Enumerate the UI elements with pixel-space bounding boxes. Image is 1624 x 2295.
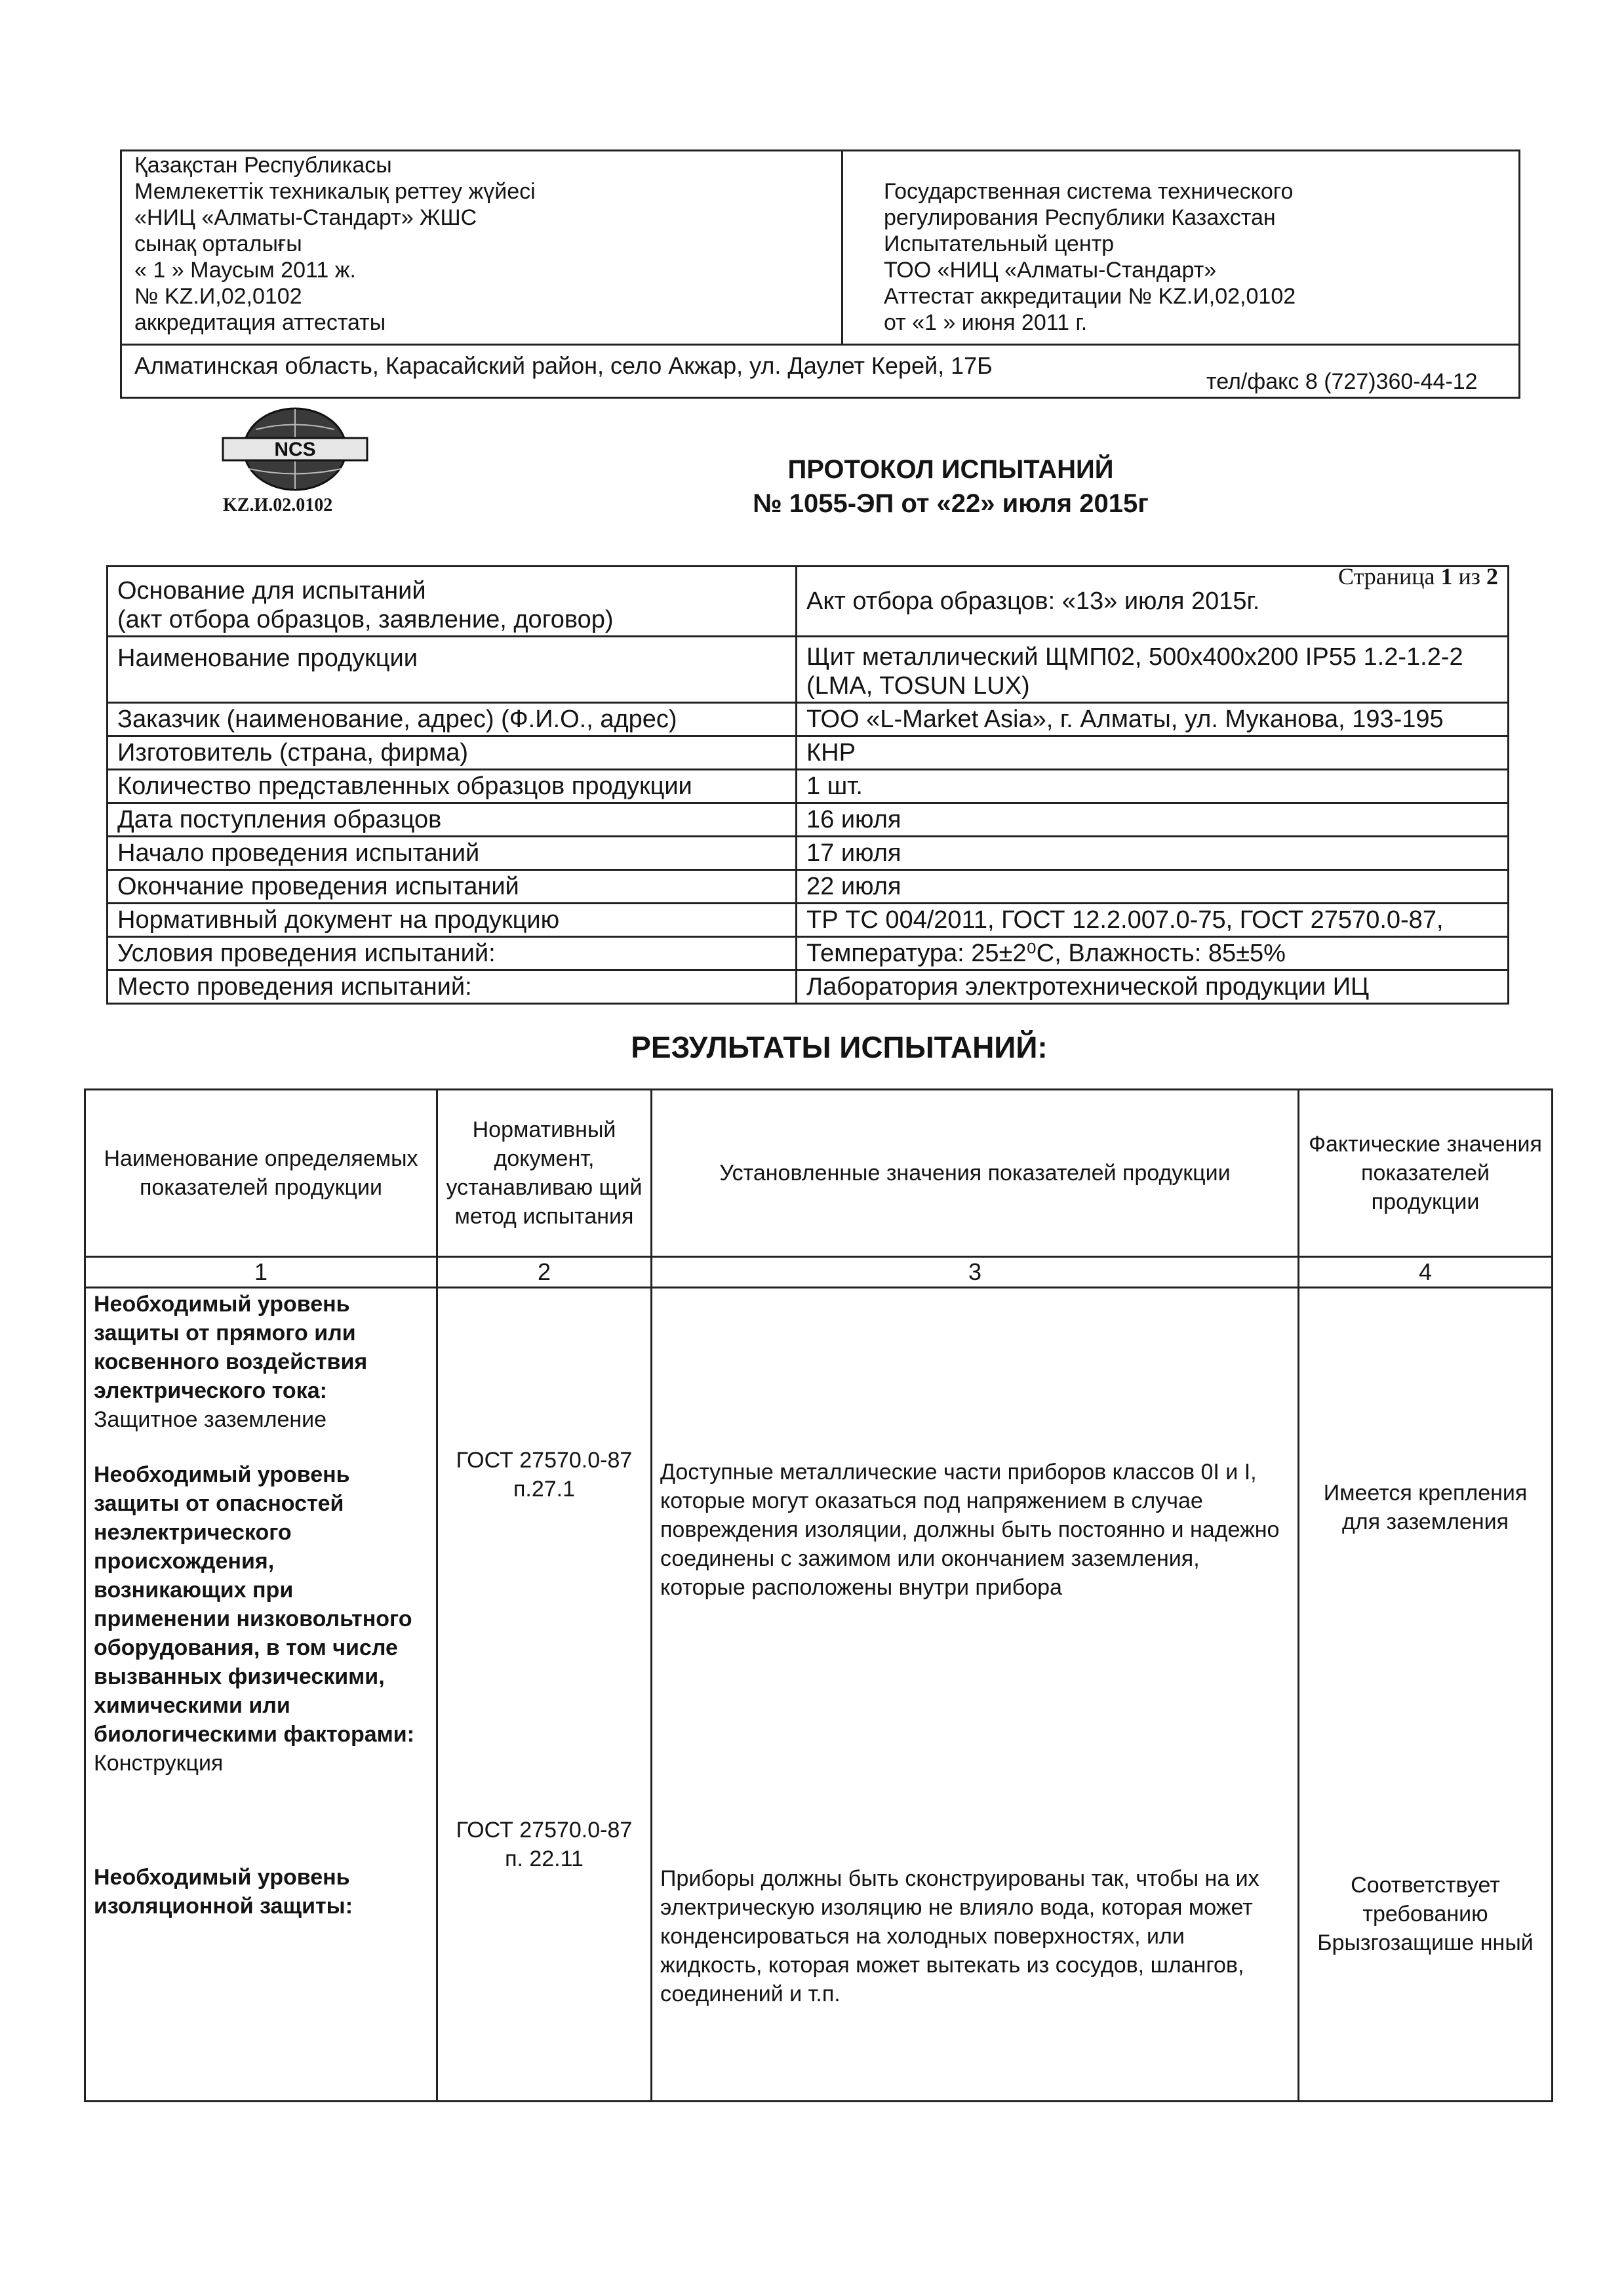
actual-value: Имеется крепления для заземления: [1323, 1481, 1528, 1534]
info-row: [108, 770, 1509, 803]
info-value: 17 июля: [797, 837, 1509, 870]
info-label: Условия проведения испытаний:: [108, 937, 797, 970]
header-divider-horizontal: [120, 344, 1520, 346]
header-left-line: Қазақстан Республикасы: [134, 153, 392, 178]
header-left-line: сынақ орталығы: [134, 231, 302, 256]
page-label: Страница: [1338, 563, 1435, 589]
info-row: [108, 937, 1509, 970]
actual-cell: [1299, 1288, 1553, 2102]
actual-value: Соответствует требованию Брызгозащише нный: [1317, 1873, 1534, 1955]
indicator-section-title: Необходимый уровень защиты от прямого или косвенного воздействия электрического тока:: [94, 1292, 368, 1403]
indicator-section-title: Необходимый уровень защиты от опасностей неэлектрического происхождения, возникающих при применении низковольтного оборудования, в том числе вызванных физическими, химическими или биологическими факторами:: [94, 1462, 415, 1747]
requirement-text: Приборы должны быть сконструированы так, чтобы на их электрическую изоляцию не влияло вода, которая может конденсироваться на холодных поверхностях, или жидкость, которая может вытекать из сосудов, шлангов, соединений и т.п.: [660, 1866, 1259, 2006]
info-row: [108, 837, 1509, 870]
method-clause: п.27.1: [513, 1477, 576, 1502]
page-current: 1: [1440, 563, 1453, 589]
info-label: Заказчик (наименование, адрес) (Ф.И.О., адрес): [108, 703, 797, 736]
svg-text:NCS: NCS: [274, 439, 316, 460]
protocol-number: № 1055-ЭП от «22» июля 2015г: [753, 489, 1149, 518]
indicator-name: Конструкция: [94, 1751, 224, 1776]
indicator-name: Защитное заземление: [94, 1407, 327, 1432]
header-divider-vertical: [841, 150, 843, 345]
results-header-cell: Фактические значения показателей продукции: [1299, 1090, 1553, 1257]
column-number: 3: [652, 1257, 1299, 1288]
info-row: [108, 736, 1509, 770]
info-value: Лаборатория электротехнической продукции ИЦ: [797, 970, 1509, 1004]
method-document: ГОСТ 27570.0-87: [456, 1448, 633, 1473]
indicator-cell: [85, 1288, 437, 2102]
ncs-logo: [216, 407, 374, 492]
header-right-line: ТОО «НИЦ «Алматы-Стандарт»: [884, 258, 1217, 283]
results-body-row: [85, 1288, 1553, 2102]
protocol-title: ПРОТОКОЛ ИСПЫТАНИЙ: [787, 455, 1114, 484]
header-left-line: № KZ.И,02,0102: [134, 284, 302, 309]
info-row: [108, 970, 1509, 1004]
info-label: Место проведения испытаний:: [108, 970, 797, 1004]
logo-code: KZ.И.02.0102: [223, 495, 333, 515]
results-header-row: [85, 1090, 1553, 1257]
header-right-line: регулирования Республики Казахстан: [884, 205, 1276, 230]
info-label: Дата поступления образцов: [108, 803, 797, 837]
header-left-line: « 1 » Маусым 2011 ж.: [134, 258, 356, 283]
info-value: Щит металлический ЩМП02, 500х400х200 IP55 1.2-1.2-2 (LMA, TOSUN LUX): [797, 637, 1509, 703]
results-title: РЕЗУЛЬТАТЫ ИСПЫТАНИЙ:: [631, 1030, 1048, 1064]
header-left-line: «НИЦ «Алматы-Стандарт» ЖШС: [134, 205, 477, 230]
requirement-cell: [652, 1288, 1299, 2102]
column-number: 1: [85, 1257, 437, 1288]
info-label: Окончание проведения испытаний: [108, 870, 797, 904]
column-number: 4: [1299, 1257, 1553, 1288]
results-header-cell: Нормативный документ, устанавливаю щий метод испытания: [437, 1090, 652, 1257]
page-total: 2: [1486, 563, 1498, 589]
header-left-block: [134, 152, 536, 336]
results-table: [84, 1088, 1553, 2102]
info-row: [108, 567, 1509, 637]
header-left-line: Мемлекеттік техникалық реттеу жүйесі: [134, 179, 536, 204]
info-value: ТР ТС 004/2011, ГОСТ 12.2.007.0-75, ГОСТ 27570.0-87,: [797, 904, 1509, 937]
info-row: [108, 904, 1509, 937]
results-header-cell: Наименование определяемых показателей продукции: [85, 1090, 437, 1257]
info-label: Основание для испытаний (акт отбора образцов, заявление, договор): [108, 567, 797, 637]
info-table: [106, 565, 1509, 1005]
requirement-text: Доступные металлические части приборов классов 0I и I, которые могут оказаться под напряжением в случае повреждения изоляции, должны быть постоянно и надежно соединены с зажимом или окончанием заземления, которые расположены внутри прибора: [660, 1460, 1280, 1600]
header-address: Алматинская область, Карасайский район, село Акжар, ул. Даулет Керей, 17Б: [134, 352, 993, 379]
info-value: 16 июля: [797, 803, 1509, 837]
header-right-line: Аттестат аккредитации № KZ.И,02,0102: [884, 284, 1296, 309]
header-phone: тел/факс 8 (727)360-44-12: [1206, 369, 1478, 394]
method-clause: п. 22.11: [505, 1846, 584, 1871]
header-right-line: от «1 » июня 2011 г.: [884, 310, 1088, 335]
info-label: Количество представленных образцов продукции: [108, 770, 797, 803]
info-row: [108, 637, 1509, 703]
info-label: Начало проведения испытаний: [108, 837, 797, 870]
page-of: из: [1458, 563, 1480, 589]
indicator-section-title: Необходимый уровень изоляционной защиты:: [94, 1865, 353, 1919]
header-left-line: аккредитация аттестаты: [134, 310, 386, 335]
info-label: Наименование продукции: [108, 637, 797, 703]
info-label: Изготовитель (страна, фирма): [108, 736, 797, 770]
info-row: [108, 703, 1509, 736]
info-value: 1 шт.: [797, 770, 1509, 803]
results-number-row: [85, 1257, 1553, 1288]
info-row: [108, 803, 1509, 837]
header-right-block: [884, 178, 1296, 336]
info-value: Акт отбора образцов: «13» июля 2015г.: [797, 567, 1509, 637]
info-value: Температура: 25±2⁰С, Влажность: 85±5%: [797, 937, 1509, 970]
column-number: 2: [437, 1257, 652, 1288]
info-value: 22 июля: [797, 870, 1509, 904]
method-cell: [437, 1288, 652, 2102]
info-label: Нормативный документ на продукцию: [108, 904, 797, 937]
header-right-line: Государственная система технического: [884, 179, 1294, 204]
results-header-cell: Установленные значения показателей продукции: [652, 1090, 1299, 1257]
info-row: [108, 870, 1509, 904]
method-document: ГОСТ 27570.0-87: [456, 1818, 633, 1843]
header-right-line: Испытательный центр: [884, 231, 1115, 256]
info-value: ТОО «L-Market Asia», г. Алматы, ул. Муканова, 193-195: [797, 703, 1509, 736]
info-value: КНР: [797, 736, 1509, 770]
